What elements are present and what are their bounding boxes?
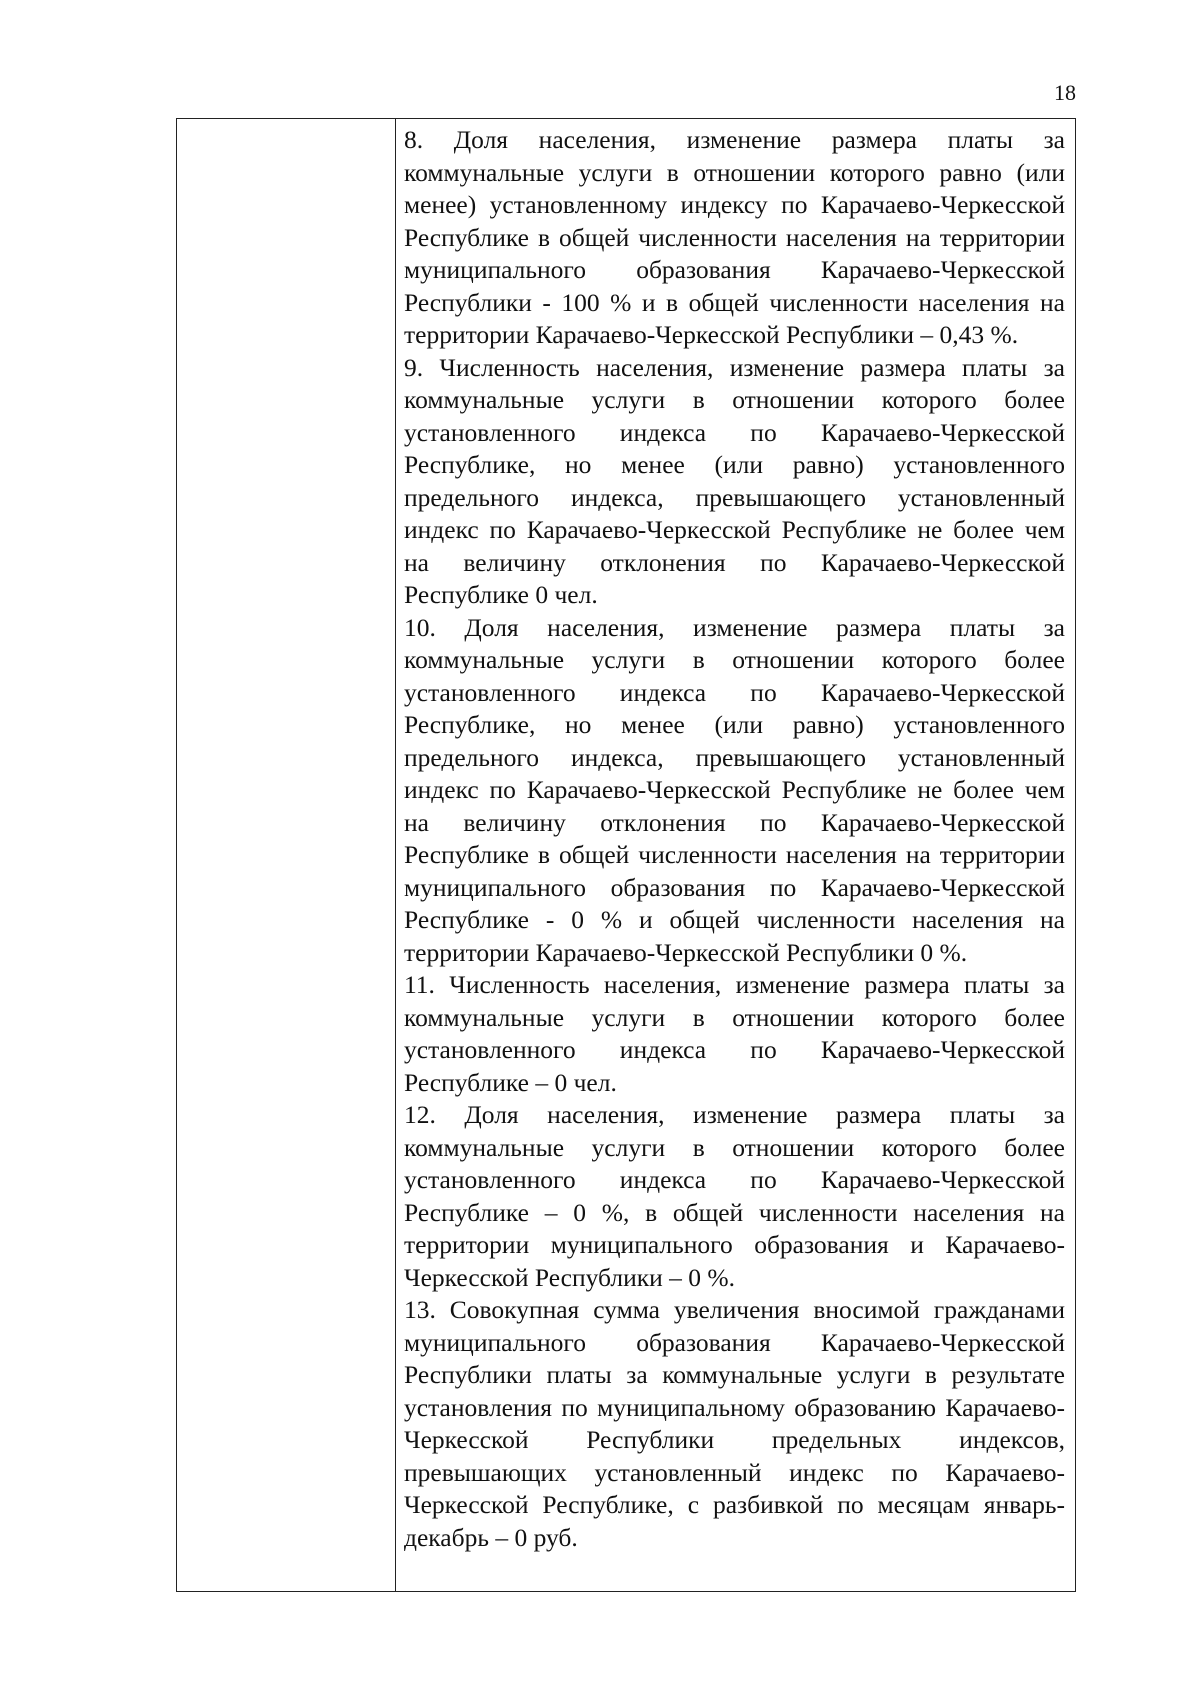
page-number: 18	[1054, 80, 1076, 105]
paragraph-item-13: 13. Совокупная сумма увеличения вносимой гражданами муниципального образования Карачаево-Черкесской Республики платы за коммунальные услуги в результате установления по муниципальному образованию Карачаево-Черкесской Республики предельных индексов, превышающих установленный индекс по Карачаево-Черкесской Республике, с разбивкой по месяцам январь-декабрь – 0 руб.	[404, 1295, 1065, 1552]
table-cell-left	[177, 119, 396, 1591]
paragraph-item-12: 12. Доля населения, изменение размера платы за коммунальные услуги в отношении которого более установленного индекса по Карачаево-Черкесской Республике – 0 %, в общей численности населения на территории муниципального образования и Карачаево-Черкесской Республики – 0 %.	[404, 1100, 1065, 1292]
paragraph-item-10: 10. Доля населения, изменение размера платы за коммунальные услуги в отношении которого более установленного индекса по Карачаево-Черкесской Республике, но менее (или равно) установленного предельного индекса, превышающего установленный индекс по Карачаево-Черкесской Республике не более чем на величину отклонения по Карачаево-Черкесской Республике в общей численности населения на территории муниципального образования по Карачаево-Черкесской Республике - 0 % и общей численности населения на территории Карачаево-Черкесской Республики 0 %.	[404, 612, 1065, 967]
document-table	[176, 118, 1076, 1592]
paragraph-item-11: 11. Численность населения, изменение размера платы за коммунальные услуги в отношении которого более установленного индекса по Карачаево-Черкесской Республике – 0 чел.	[404, 970, 1065, 1097]
paragraph-item-8: 8. Доля населения, изменение размера платы за коммунальные услуги в отношении которого равно (или менее) установленному индексу по Карачаево-Черкесской Республике в общей численности населения на территории муниципального образования Карачаево-Черкесской Республики - 100 % и в общей численности населения на территории Карачаево-Черкесской Республики – 0,43 %.	[404, 125, 1065, 349]
table-cell-right	[396, 119, 1075, 1591]
paragraph-item-9: 9. Численность населения, изменение размера платы за коммунальные услуги в отношении которого более установленного индекса по Карачаево-Черкесской Республике, но менее (или равно) установленного предельного индекса, превышающего установленный индекс по Карачаево-Черкесской Республике не более чем на величину отклонения по Карачаево-Черкесской Республике 0 чел.	[404, 352, 1065, 609]
